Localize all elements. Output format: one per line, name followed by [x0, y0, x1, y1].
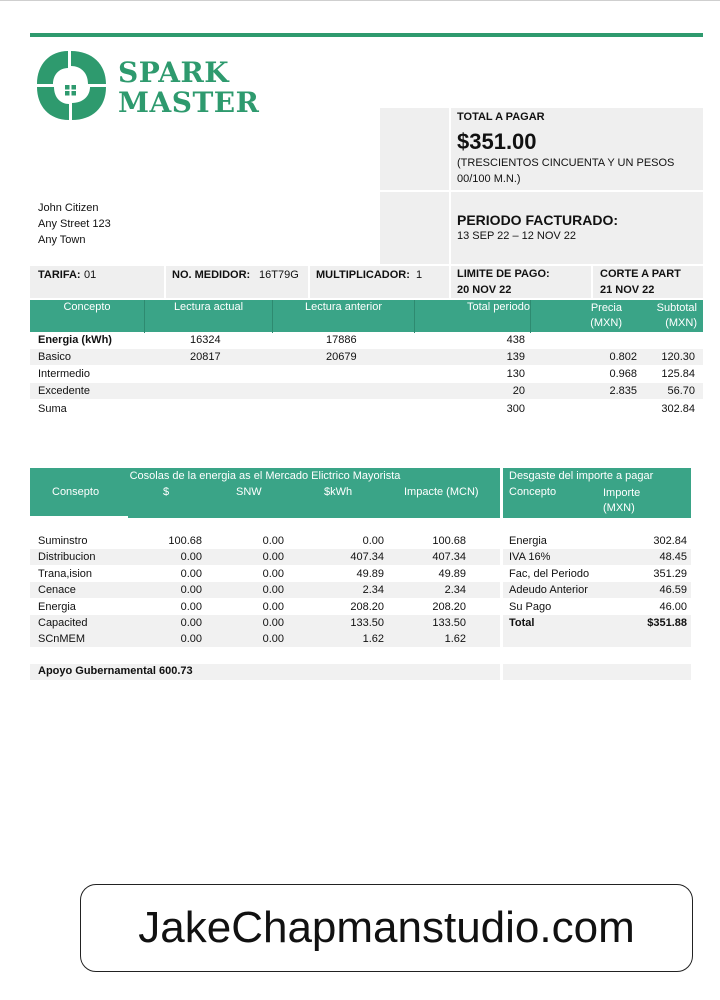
house-logo-icon	[34, 48, 109, 123]
consumo-cell: 0.968	[609, 368, 637, 380]
costos-cell: Energia	[38, 601, 76, 613]
costos-cell: 100.68	[168, 535, 202, 547]
consumo-cell: 300	[506, 403, 525, 415]
consumo-cell: 20817	[190, 351, 221, 363]
apoyo-row-right	[503, 664, 691, 680]
costos-cell: 0.00	[262, 633, 284, 645]
costos-cell: 1.62	[362, 633, 384, 645]
desgaste-cell: 46.59	[659, 584, 687, 596]
apoyo-text: Apoyo Gubernamental 600.73	[38, 665, 193, 677]
header-accent-bar	[30, 33, 703, 37]
costos-cell: 0.00	[262, 535, 284, 547]
costos-cell: Trana,ision	[38, 568, 93, 580]
corte-label: CORTE A PART	[600, 268, 681, 280]
costos-cell: 0.00	[180, 617, 202, 629]
total-label: TOTAL A PAGAR	[457, 111, 545, 123]
costos-cell: Cenace	[38, 584, 76, 596]
consumo-cell: Basico	[38, 351, 72, 363]
consumo-cell: 130	[506, 368, 525, 380]
consumo-cell: 438	[506, 334, 525, 346]
customer-town: Any Town	[38, 234, 86, 246]
desgaste-table-row	[503, 549, 691, 565]
costos-cell: 0.00	[262, 584, 284, 596]
consumo-table-row	[30, 332, 703, 348]
consumo-table-row	[30, 383, 703, 399]
consumo-table-row	[30, 349, 703, 365]
medidor-label: NO. MEDIDOR:	[172, 269, 251, 281]
medidor-cell	[166, 266, 308, 298]
brand-name	[118, 58, 259, 118]
costos-cell: 0.00	[262, 551, 284, 563]
costos-title: Cosolas de la energia as el Mercado Elictrico Mayorista	[129, 470, 401, 482]
costos-header-underline-gap	[30, 516, 128, 518]
costos-cell: 0.00	[262, 568, 284, 580]
period-value: 13 SEP 22 – 12 NOV 22	[457, 230, 577, 242]
consumo-cell: Energia (kWh)	[38, 334, 112, 346]
costos-table-row	[30, 631, 500, 647]
costos-col-impacto: Impacte (MCN)	[404, 486, 479, 498]
total-box	[451, 108, 703, 190]
desgaste-table-row	[503, 615, 691, 631]
desgaste-table-row	[503, 566, 691, 582]
consumo-col-anterior: Lectura anterior	[273, 300, 415, 333]
medidor-value: 16T79G	[259, 269, 299, 281]
consumo-col-actual: Lectura actual	[145, 300, 273, 333]
desgaste-col-concepto: Concepto	[509, 486, 557, 498]
consumo-cell: Suma	[38, 403, 67, 415]
customer-address	[38, 200, 111, 248]
consumo-cell: 16324	[190, 334, 221, 346]
costos-cell: 0.00	[262, 617, 284, 629]
costos-cell: 0.00	[180, 601, 202, 613]
total-words-1: (TRESCIENTOS CINCUENTA Y UN PESOS	[457, 157, 675, 169]
summary-spacer-bottom	[380, 192, 449, 264]
desgaste-cell: Fac, del Periodo	[509, 568, 590, 580]
consumo-cell: 139	[506, 351, 525, 363]
costos-cell: Suminstro	[38, 535, 88, 547]
limite-value: 20 NOV 22	[457, 284, 512, 296]
watermark-banner: JakeChapmanstudio.com	[80, 884, 693, 972]
desgaste-table-row	[503, 533, 691, 549]
costos-table-header	[30, 468, 500, 518]
desgaste-empty-row	[503, 631, 691, 647]
consumo-table-row	[30, 401, 703, 417]
customer-street: Any Street 123	[38, 218, 111, 230]
desgaste-table-row	[503, 599, 691, 615]
desgaste-cell: Total	[509, 617, 535, 629]
consumo-cell: 0.802	[609, 351, 637, 363]
period-box	[451, 192, 703, 264]
consumo-cell: 125.84	[661, 368, 695, 380]
consumo-cell: 20679	[326, 351, 357, 363]
costos-table-row	[30, 599, 500, 615]
costos-cell: 407.34	[350, 551, 384, 563]
costos-cell: 2.34	[444, 584, 466, 596]
multiplicador-label: MULTIPLICADOR:	[316, 269, 410, 281]
costos-cell: 0.00	[180, 551, 202, 563]
consumo-table-header	[30, 300, 703, 332]
corte-value: 21 NOV 22	[600, 284, 655, 296]
multiplicador-cell	[310, 266, 449, 298]
summary-spacer-top	[380, 108, 449, 190]
costos-table-row	[30, 533, 500, 549]
costos-col-concepto: Consepto	[52, 486, 100, 498]
desgaste-cell: 351.29	[653, 568, 687, 580]
desgaste-cell: Adeudo Anterior	[509, 584, 588, 596]
costos-col-dollar: $	[163, 486, 170, 498]
limite-cell	[451, 266, 591, 298]
consumo-cell: Excedente	[38, 385, 90, 397]
desgaste-col-importe: Importe (MXN)	[603, 487, 641, 514]
costos-table-row	[30, 582, 500, 598]
costos-cell: 1.62	[444, 633, 466, 645]
period-label: PERIODO FACTURADO:	[457, 212, 618, 228]
desgaste-cell: 46.00	[659, 601, 687, 613]
costos-table-row	[30, 549, 500, 565]
costos-cell: 0.00	[180, 568, 202, 580]
consumo-cell: 17886	[326, 334, 357, 346]
desgaste-cell: IVA 16%	[509, 551, 551, 563]
limite-label: LIMITE DE PAGO:	[457, 268, 550, 280]
consumo-cell: 120.30	[661, 351, 695, 363]
brand-line-2: MASTER	[118, 86, 260, 119]
costos-cell: SCnMEM	[38, 633, 86, 645]
tarifa-label: TARIFA:	[38, 269, 81, 281]
costos-cell: Capacited	[38, 617, 88, 629]
desgaste-table-row	[503, 582, 691, 598]
costos-cell: 133.50	[350, 617, 384, 629]
costos-cell: 407.34	[432, 551, 466, 563]
costos-cell: 208.20	[432, 601, 466, 613]
top-border	[0, 0, 720, 1]
costos-cell: 0.00	[362, 535, 384, 547]
desgaste-cell: 48.45	[659, 551, 687, 563]
costos-col-kwh: $kWh	[324, 486, 353, 498]
tarifa-value: 01	[84, 269, 97, 281]
consumo-cell: Intermedio	[38, 368, 90, 380]
costos-cell: 2.34	[362, 584, 384, 596]
tarifa-cell	[30, 266, 164, 298]
costos-cell: Distribucion	[38, 551, 96, 563]
consumo-cell: 20	[512, 385, 525, 397]
total-words-2: 00/100 M.N.)	[457, 173, 521, 185]
corte-cell	[593, 266, 703, 298]
costos-cell: 0.00	[262, 601, 284, 613]
costos-cell: 49.89	[438, 568, 466, 580]
costos-cell: 100.68	[432, 535, 466, 547]
desgaste-cell: 302.84	[653, 535, 687, 547]
costos-cell: 0.00	[180, 584, 202, 596]
consumo-col-total: Total periodo	[415, 300, 531, 333]
desgaste-table-header	[503, 468, 691, 518]
costos-table-row	[30, 566, 500, 582]
apoyo-row	[30, 664, 500, 680]
costos-table-row	[30, 615, 500, 631]
consumo-cell: 302.84	[661, 403, 695, 415]
total-amount: $351.00	[457, 129, 537, 154]
costos-cell: 0.00	[180, 633, 202, 645]
consumo-table-row	[30, 366, 703, 382]
consumo-cell: 56.70	[667, 385, 695, 397]
desgaste-cell: Su Pago	[509, 601, 552, 613]
costos-cell: 133.50	[432, 617, 466, 629]
costos-col-snw: SNW	[236, 486, 262, 498]
costos-cell: 208.20	[350, 601, 384, 613]
desgaste-cell: Energia	[509, 535, 547, 547]
multiplicador-value: 1	[416, 269, 423, 281]
brand-line-1: SPARK	[118, 56, 230, 89]
consumo-col-concepto: Concepto	[30, 300, 145, 333]
consumo-col-subtotal: Subtotal (MXN)	[656, 302, 697, 329]
consumo-col-precio: Precia (MXN)	[590, 302, 622, 329]
desgaste-title: Desgaste del importe a pagar	[509, 470, 654, 482]
desgaste-cell: $351.88	[647, 617, 687, 629]
costos-cell: 49.89	[356, 568, 384, 580]
customer-name: John Citizen	[38, 202, 99, 214]
consumo-cell: 2.835	[609, 385, 637, 397]
